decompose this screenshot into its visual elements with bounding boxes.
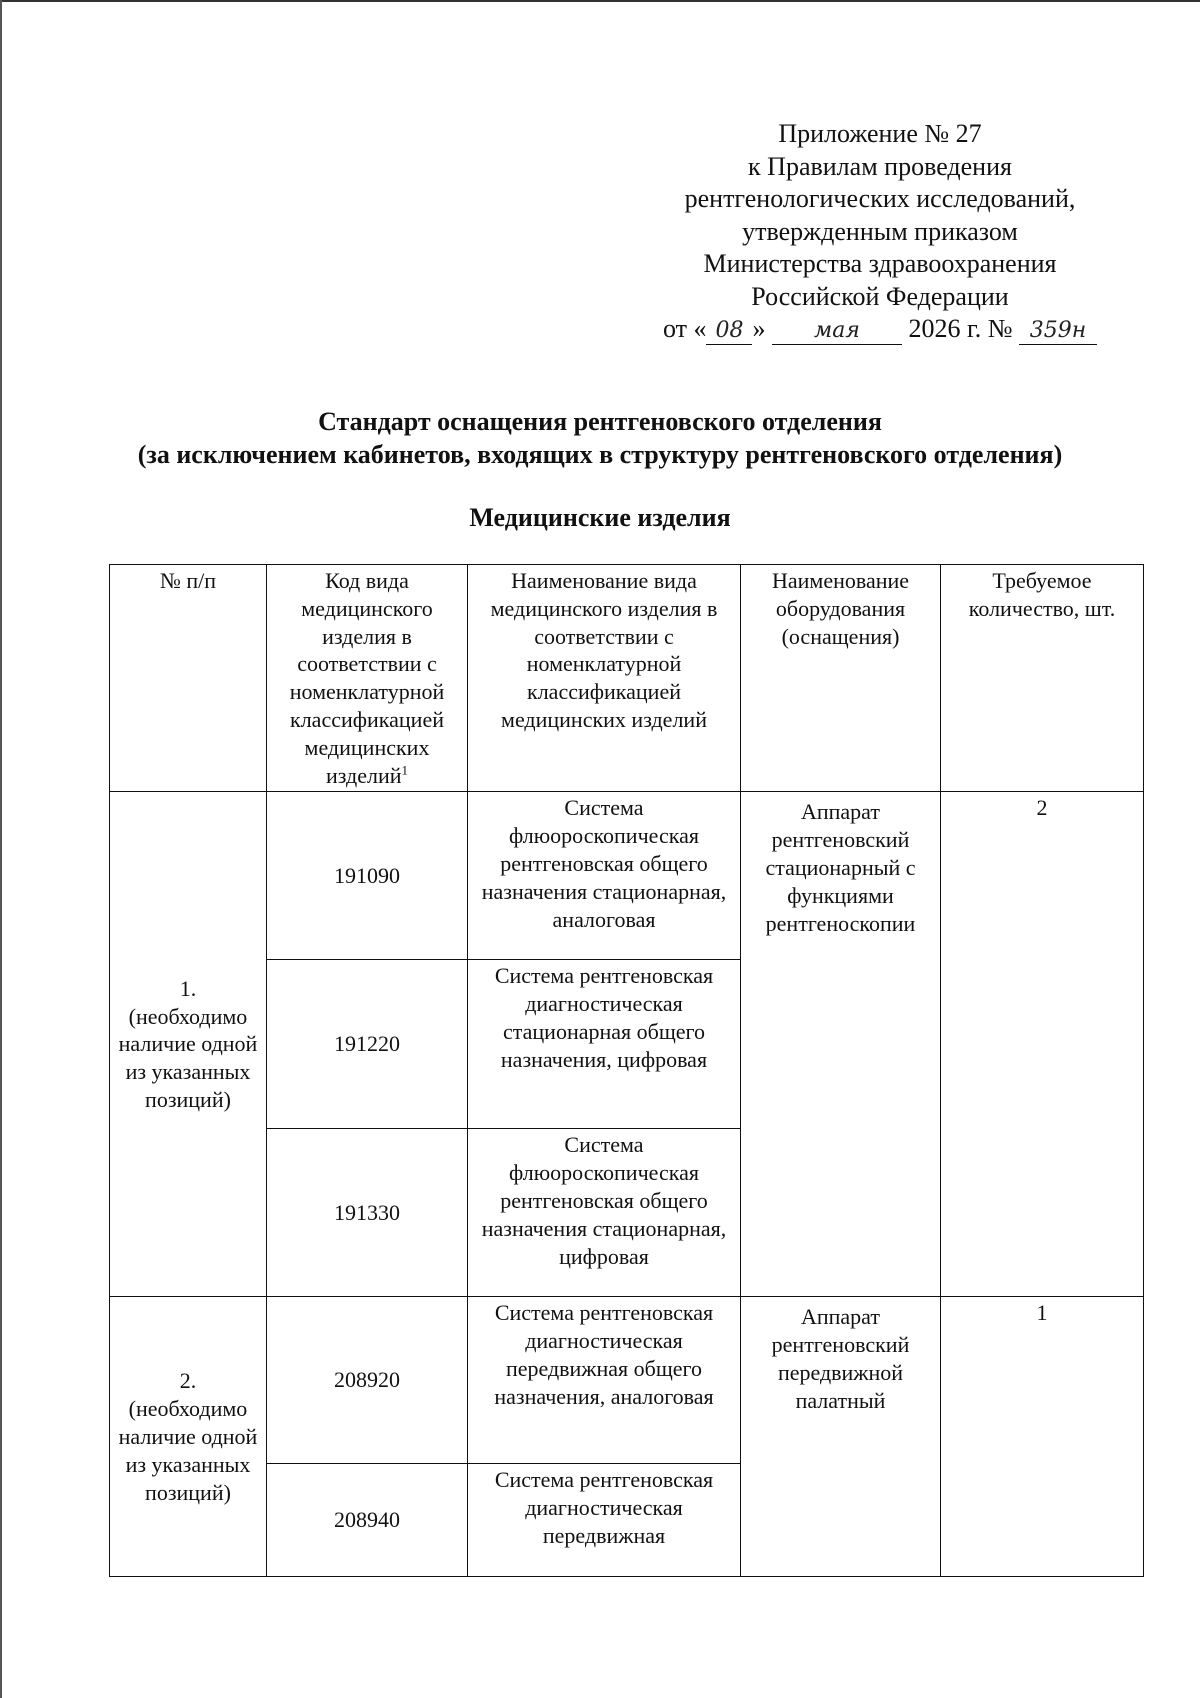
handwritten-month: мая (772, 318, 902, 345)
group2-num-cell (110, 1297, 267, 1577)
header-line-3: рентгенологических исследований, (684, 184, 1076, 213)
title-line-1: Стандарт оснащения рентгеновского отделения (318, 407, 882, 436)
equipment-table (109, 564, 1144, 1577)
code-cell: 191220 (267, 960, 468, 1129)
group1-qty: 2 (941, 792, 1144, 1297)
header-kind: Наименование вида медицинского изделия в соответствии с номенклатурной классификацией медицинских изделий (468, 565, 741, 792)
date-year: 2026 г. № (908, 314, 1013, 343)
group2-qty: 1 (941, 1297, 1144, 1577)
code-cell: 208920 (267, 1297, 468, 1464)
code-cell: 191330 (267, 1129, 468, 1297)
scan-edge-left (0, 0, 2, 1698)
code-cell: 208940 (267, 1464, 468, 1577)
header-code (267, 565, 468, 792)
appendix-header (640, 118, 1120, 346)
date-quote-close: » (752, 314, 766, 343)
header-line-2: к Правилам проведения (748, 151, 1012, 181)
header-line-5: Министерства здравоохранения (703, 249, 1057, 278)
kind-cell: Система рентгеновская диагностическая передвижная общего назначения, аналоговая (468, 1297, 741, 1464)
kind-cell: Система флюороскопическая рентгеновская общего назначения стационарная, цифровая (468, 1129, 741, 1297)
document-title (0, 405, 1200, 471)
scan-edge-top (0, 0, 1200, 2)
header-equipment: Наименование оборудования (оснащения) (741, 565, 941, 792)
group2-equipment: Аппарат рентгеновский передвижной палатный (741, 1297, 941, 1577)
table-header-row (110, 565, 1144, 792)
handwritten-day: 08 (706, 318, 752, 345)
kind-cell: Система рентгеновская диагностическая стационарная общего назначения, цифровая (468, 960, 741, 1129)
title-line-2: (за исключением кабинетов, входящих в структуру рентгеновского отделения) (137, 440, 1063, 469)
code-cell: 191090 (267, 792, 468, 960)
header-qty: Требуемое количество, шт. (941, 565, 1144, 792)
table-row (110, 792, 1144, 960)
group1-num-cell (110, 792, 267, 1297)
section-title: Медицинские изделия (469, 503, 731, 532)
group2-num: 2. (179, 1368, 197, 1394)
order-date-line (640, 313, 1120, 346)
header-line-1: Приложение № 27 (778, 119, 982, 148)
header-line-4: утвержденным приказом (742, 216, 1018, 246)
header-line-6: Российской Федерации (751, 281, 1009, 311)
kind-cell: Система рентгеновская диагностическая передвижная (468, 1464, 741, 1577)
header-num: № п/п (110, 565, 267, 792)
group1-num: 1. (179, 975, 197, 1001)
table-row (110, 1297, 1144, 1464)
group1-note: (необходимо наличие одной из указанных позиций) (118, 1003, 258, 1113)
kind-cell: Система флюороскопическая рентгеновская общего назначения стационарная, аналоговая (468, 792, 741, 960)
group2-note: (необходимо наличие одной из указанных позиций) (118, 1396, 258, 1505)
footnote-ref: 1 (401, 762, 409, 778)
header-code-text: Код вида медицинского изделия в соответствии с номенклатурной классификацией медицинских изделий (289, 568, 445, 788)
group1-equipment: Аппарат рентгеновский стационарный с функциями рентгеноскопии (741, 792, 941, 1297)
handwritten-order-number: 359н (1019, 318, 1097, 345)
date-prefix: от « (662, 314, 707, 343)
